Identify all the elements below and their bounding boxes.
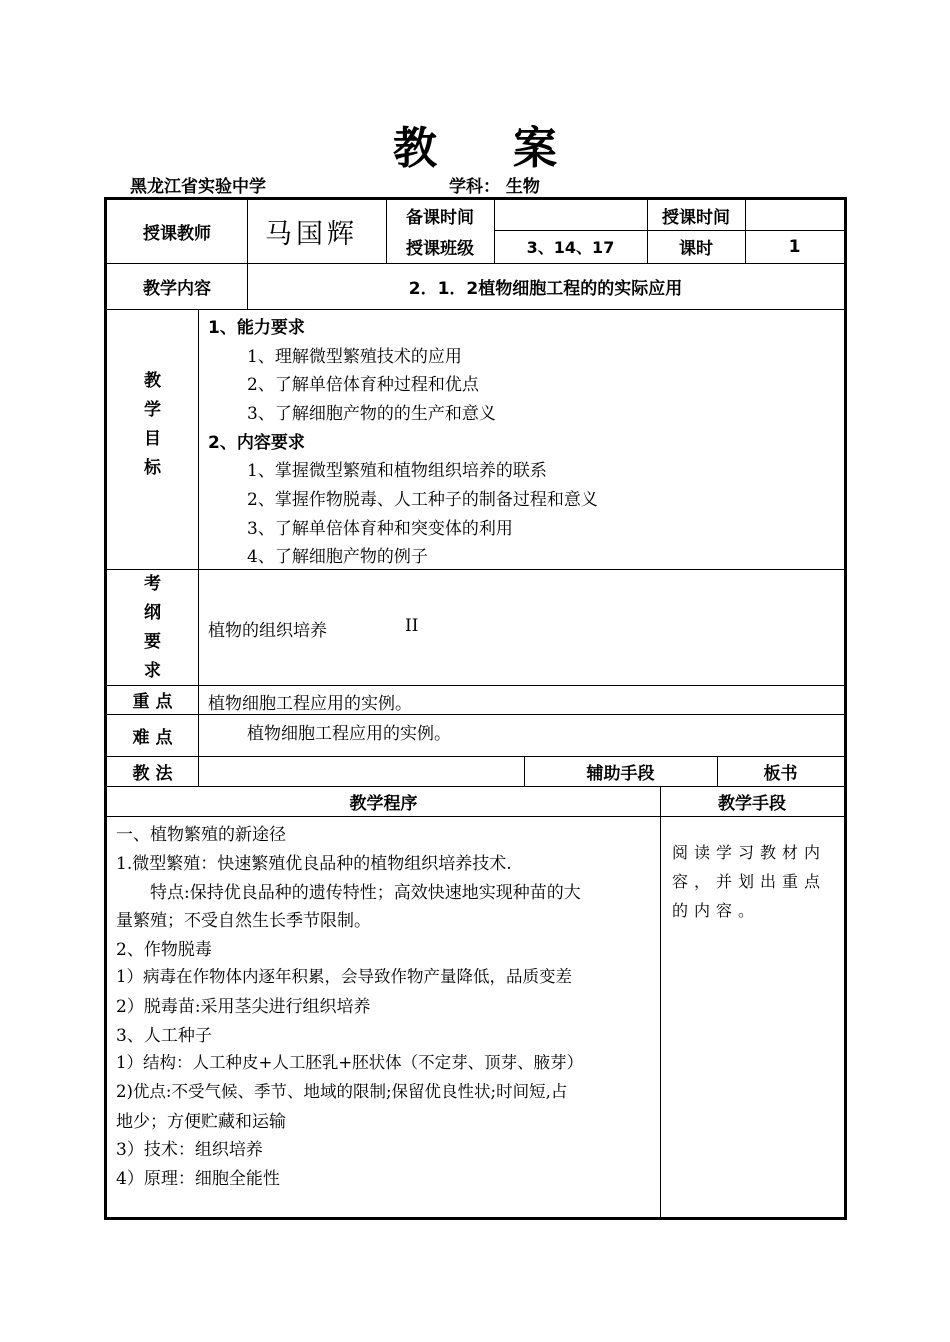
- objective-item: 2、掌握作物脱毒、人工种子的制备过程和意义: [247, 490, 598, 510]
- procedure-line: 1）病毒在作物体内逐年积累，会导致作物产量降低，品质变差: [116, 967, 572, 986]
- procedure-line: 特点:保持优良品种的遗传特性；高效快速地实现种苗的大: [116, 883, 581, 903]
- syllabus-level: II: [405, 616, 419, 636]
- procedure-line: 3）技术：组织培养: [116, 1140, 263, 1160]
- content-label: 教学内容: [143, 278, 211, 299]
- period-label: 课时: [679, 239, 713, 259]
- rule: [107, 714, 844, 715]
- procedure-line: 2)优点:不受气候、季节、地域的限制;保留优良性状;时间短,占: [116, 1082, 568, 1101]
- objective-item: 1、掌握微型繁殖和植物组织培养的联系: [247, 461, 547, 481]
- teacher-label: 授课教师: [143, 224, 211, 244]
- difficulty-value: 植物细胞工程应用的实例。: [247, 724, 451, 744]
- school-name: 黑龙江省实验中学: [130, 177, 266, 197]
- aid-label: 辅助手段: [586, 763, 655, 784]
- method-value: [198, 756, 524, 786]
- objective-item: 3、了解单倍体育种和突变体的利用: [247, 519, 513, 539]
- rule: [660, 786, 661, 1217]
- method-label: 教 法: [132, 763, 173, 784]
- difficulty-label: 难 点: [132, 727, 173, 748]
- procedure-header: 教学程序: [349, 793, 418, 814]
- teacher-name: 马国辉: [265, 219, 358, 250]
- procedure-line: 1.微型繁殖：快速繁殖优良品种的植物组织培养技术.: [116, 854, 512, 874]
- subject-label: 学科：: [449, 177, 500, 197]
- objective-item: 3、了解细胞产物的的生产和意义: [247, 404, 496, 424]
- procedure-line: 4）原理：细胞全能性: [116, 1169, 280, 1189]
- syllabus-item: 植物的组织培养: [208, 621, 327, 641]
- procedure-line: 量繁殖；不受自然生长季节限制。: [116, 911, 371, 931]
- objective-item: 4、了解细胞产物的例子: [247, 547, 428, 567]
- key-point-value: 植物细胞工程应用的实例。: [208, 694, 412, 714]
- subject-line: [449, 172, 540, 197]
- content-value: 2．1．2植物细胞工程的的实际应用: [408, 278, 683, 299]
- objective-heading: 2、内容要求: [208, 433, 305, 453]
- rule: [107, 816, 844, 817]
- rule: [107, 569, 844, 570]
- procedure-line: 1）结构：人工种皮+人工胚乳+胚状体（不定芽、顶芽、腋芽）: [116, 1053, 584, 1072]
- syllabus-label: 考 纲 要 求: [144, 574, 161, 681]
- objective-item: 1、理解微型繁殖技术的应用: [247, 347, 462, 367]
- objective-item: 2、了解单倍体育种过程和优点: [247, 375, 479, 395]
- document-title: 教案: [393, 123, 633, 174]
- procedure-line: 2、作物脱毒: [116, 940, 212, 960]
- procedure-line: 3、人工种子: [116, 1026, 212, 1046]
- procedure-line: 地少；方便贮藏和运输: [116, 1112, 286, 1132]
- key-point-label: 重 点: [132, 692, 173, 712]
- rule: [107, 685, 844, 686]
- prep-time-label: 备课时间: [406, 207, 474, 228]
- prep-time-value: [494, 200, 647, 230]
- rule: [107, 309, 844, 310]
- objectives-label: 教 学 目 标: [144, 371, 161, 478]
- subject-value: 生物: [505, 177, 540, 197]
- means-note: 阅读学习教材内容，并划出重点的内容。: [672, 843, 827, 920]
- means-header: 教学手段: [718, 793, 786, 814]
- class-label: 授课班级: [406, 239, 474, 259]
- objective-heading: 1、能力要求: [208, 318, 305, 338]
- aid-value: 板书: [763, 763, 798, 784]
- class-value: 3、14、17: [526, 238, 615, 257]
- class-time-value: [745, 200, 844, 230]
- class-time-label: 授课时间: [662, 207, 730, 228]
- rule: [198, 309, 199, 786]
- procedure-line: 2）脱毒苗:采用茎尖进行组织培养: [116, 997, 371, 1017]
- period-value: 1: [788, 236, 801, 257]
- procedure-line: 一、植物繁殖的新途径: [116, 825, 286, 845]
